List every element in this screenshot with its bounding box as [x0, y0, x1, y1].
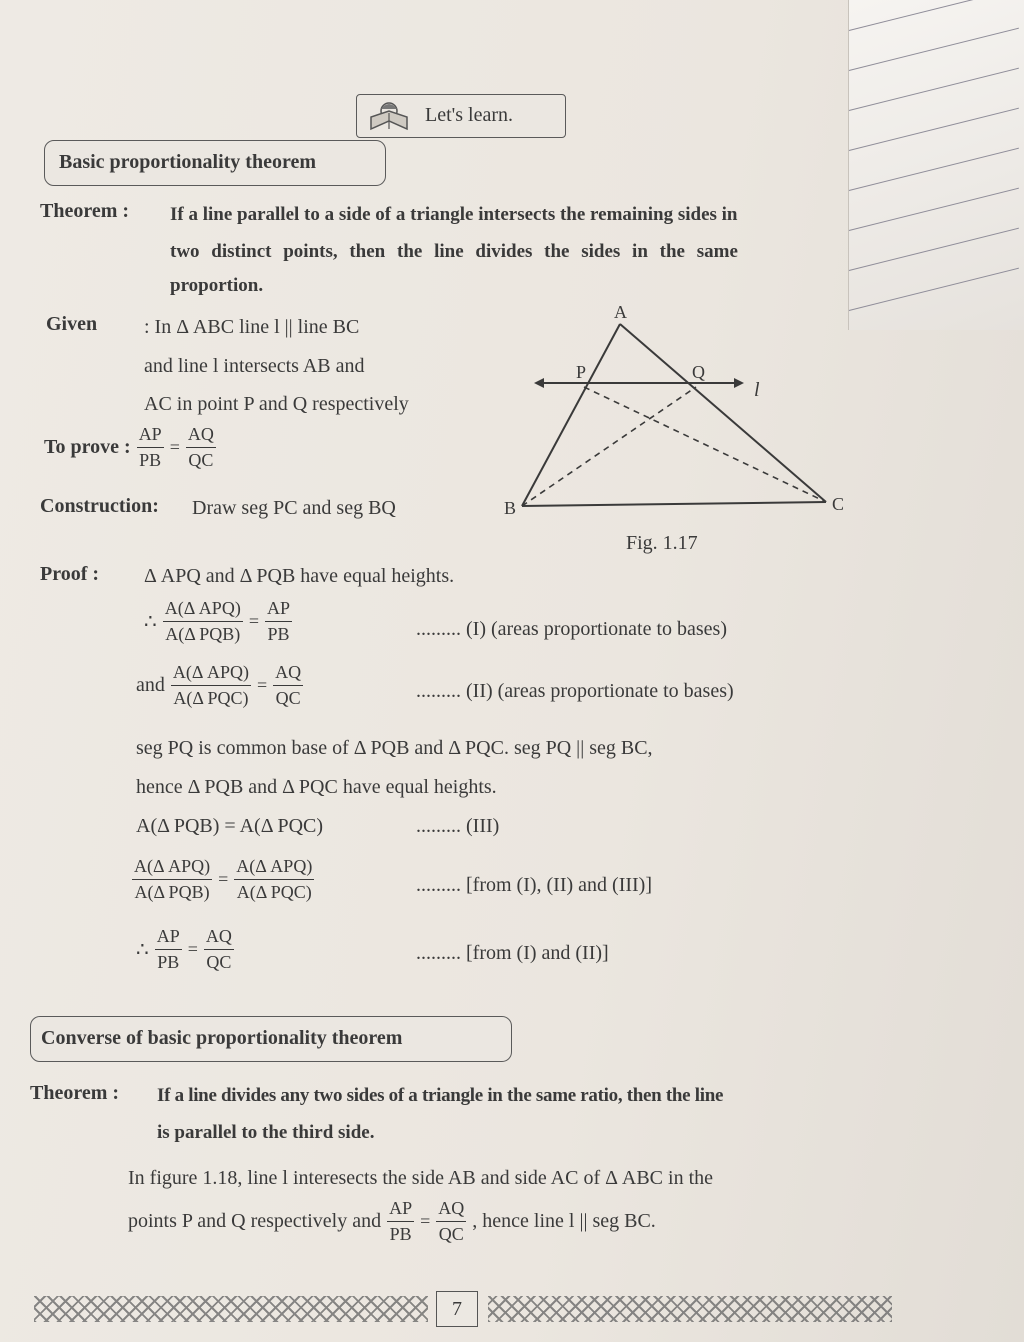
theorem-line-1: If a line parallel to a side of a triangle intersects the remaining sides in [170, 204, 738, 225]
and-word: and [136, 673, 165, 696]
numerator: AQ [204, 926, 234, 950]
construction-label: Construction: [40, 495, 159, 517]
construction-text: Draw seg PC and seg BQ [192, 497, 396, 519]
label-a: A [614, 302, 627, 322]
reason-5: ......... [from (I) and (II)] [416, 942, 609, 964]
numerator: A(Δ APQ) [163, 598, 243, 622]
fraction [171, 662, 251, 708]
to-prove-row: To prove : $\frac{AP}{PB}$ = $\frac{AQ}{QC}$ [44, 424, 214, 470]
to-prove-label: To prove : [44, 435, 131, 458]
numerator: A(Δ APQ) [132, 856, 212, 880]
triangle-figure [496, 296, 866, 532]
proof-line-1: Δ APQ and Δ PQB have equal heights. [144, 565, 455, 587]
denominator: PB [139, 449, 162, 470]
side-ab [522, 324, 620, 506]
section-title-box [44, 140, 386, 186]
student-reading-icon [367, 99, 411, 138]
label-l: l [754, 379, 760, 401]
fraction [273, 662, 303, 708]
fraction [163, 598, 243, 644]
footer-pattern-right [488, 1296, 892, 1322]
side-ac [620, 324, 826, 502]
therefore-symbol: ∴ [144, 610, 157, 633]
fraction [186, 424, 216, 470]
numerator: A(Δ APQ) [171, 662, 251, 686]
numerator: AP [137, 424, 164, 448]
numerator: AQ [436, 1198, 466, 1222]
label-b: B [504, 498, 517, 518]
numerator: AP [265, 598, 292, 622]
figure-caption: Fig. 1.17 [626, 532, 698, 554]
seg-pc [584, 387, 826, 502]
theorem-line-2: two distinct points, then the line divides the sides in the same [170, 241, 738, 262]
side-bc [522, 502, 826, 506]
reason-1: ......... (I) (areas proportionate to bases) [416, 618, 727, 640]
denominator: A(Δ PQB) [165, 623, 241, 644]
given-line-2: and line l intersects AB and [144, 355, 365, 377]
label-q: Q [692, 362, 705, 382]
proof-equation-2: and $\frac{\text{A(Δ APQ)}}{\text{A(Δ PQC)}}$ = $\frac{AQ}{QC}$ [136, 662, 302, 708]
numerator: AQ [273, 662, 303, 686]
reason-4: ......... [from (I), (II) and (III)] [416, 874, 652, 896]
denominator: PB [157, 951, 180, 972]
arrowhead-left [534, 378, 544, 388]
fraction [132, 856, 212, 902]
proof-line-3: hence Δ PQB and Δ PQC have equal heights. [136, 776, 497, 798]
converse-theorem-line-1: If a line divides any two sides of a triangle in the same ratio, then the line [157, 1085, 724, 1106]
reason-2: ......... (II) (areas proportionate to bases) [416, 680, 734, 702]
paragraph-text: points P and Q respectively and [128, 1209, 382, 1232]
proof-equation-3: A(Δ PQB) = A(Δ PQC) [136, 815, 324, 837]
fraction [387, 1198, 414, 1244]
numerator: AP [387, 1198, 414, 1222]
fraction [265, 598, 292, 644]
denominator: QC [275, 687, 301, 708]
arrowhead-right [734, 378, 744, 388]
footer-pattern-left [34, 1296, 428, 1322]
converse-theorem-label: Theorem : [30, 1082, 120, 1104]
denominator: QC [188, 449, 214, 470]
label-c: C [832, 494, 845, 514]
label-p: P [576, 362, 587, 382]
folded-notebook-page [848, 0, 1024, 330]
theorem-line-3: proportion. [170, 275, 264, 296]
given-line-3: AC in point P and Q respectively [144, 393, 409, 415]
page-number: 7 [436, 1291, 478, 1327]
converse-paragraph-line-2: points P and Q respectively and $\frac{AP}{PB}$ = $\frac{AQ}{QC}$ , hence line l || seg BC. [128, 1198, 656, 1244]
denominator: PB [389, 1223, 412, 1244]
fraction [234, 856, 314, 902]
proof-equation-4: $\frac{\text{A(Δ APQ)}}{\text{A(Δ PQB)}}$ = $\frac{\text{A(Δ APQ)}}{\text{A(Δ PQC)}}$ [134, 856, 313, 902]
given-line-1: : In Δ ABC line l || line BC [144, 316, 360, 338]
converse-theorem-line-2: is parallel to the third side. [157, 1122, 375, 1143]
proof-label: Proof : [40, 563, 100, 585]
proof-line-2: seg PQ is common base of Δ PQB and Δ PQC. seg PQ || seg BC, [136, 737, 653, 759]
seg-bq [522, 387, 696, 506]
denominator: PB [267, 623, 290, 644]
converse-title-box [30, 1016, 512, 1062]
denominator: A(Δ PQC) [236, 881, 312, 902]
given-label: Given [46, 313, 98, 335]
fraction [137, 424, 164, 470]
proof-equation-1: ∴ $\frac{\text{A(Δ APQ)}}{\text{A(Δ PQB)}}$ = $\frac{AP}{PB}$ [144, 598, 290, 644]
fraction [204, 926, 234, 972]
lets-learn-box [356, 94, 566, 138]
section-title: Basic proportionality theorem [59, 151, 317, 173]
fraction [155, 926, 182, 972]
fraction [436, 1198, 466, 1244]
reason-3: ......... (III) [416, 815, 500, 837]
numerator: AP [155, 926, 182, 950]
denominator: QC [206, 951, 232, 972]
numerator: A(Δ APQ) [234, 856, 314, 880]
converse-paragraph-line-1: In figure 1.18, line l interesects the side AB and side AC of Δ ABC in the [128, 1167, 713, 1189]
denominator: QC [438, 1223, 464, 1244]
therefore-symbol: ∴ [136, 938, 149, 961]
denominator: A(Δ PQB) [134, 881, 210, 902]
proof-equation-5: ∴ $\frac{AP}{PB}$ = $\frac{AQ}{QC}$ [136, 926, 232, 972]
numerator: AQ [186, 424, 216, 448]
converse-title: Converse of basic proportionality theorem [41, 1027, 403, 1049]
lets-learn-label: Let's learn. [425, 104, 514, 126]
paragraph-text: , hence line l || seg BC. [472, 1209, 656, 1232]
theorem-label: Theorem : [40, 200, 130, 222]
denominator: A(Δ PQC) [173, 687, 249, 708]
